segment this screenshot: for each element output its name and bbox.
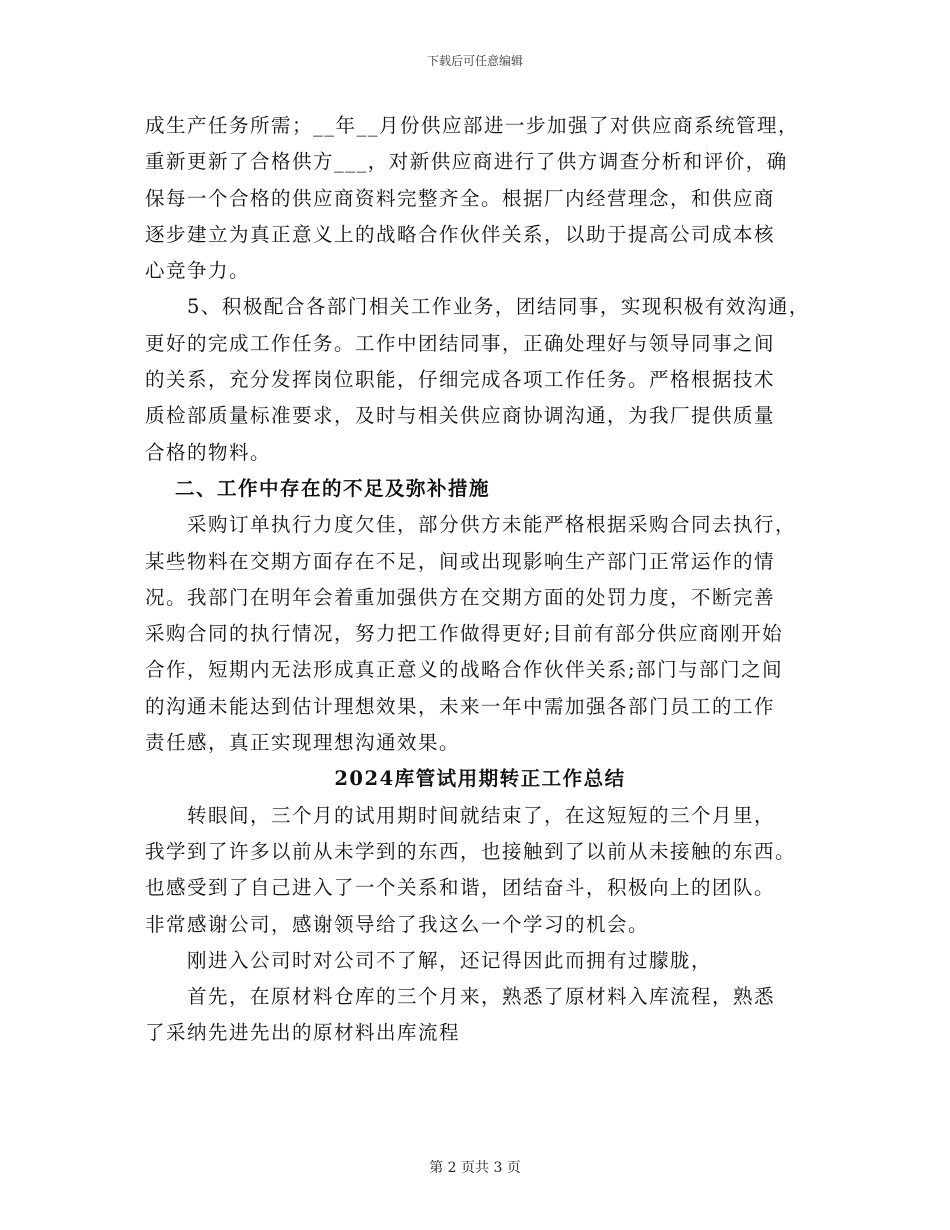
body-line: 5、积极配合各部门相关工作业务，团结同事，实现积极有效沟通， <box>187 295 810 319</box>
body-line: 重新更新了合格供方___，对新供应商进行了供方调查分析和评价，确 <box>145 150 788 174</box>
body-line: 非常感谢公司，感谢领导给了我这么一个学习的机会。 <box>145 912 650 936</box>
body-line: 成生产任务所需；__年__月份供应部进一步加强了对供应商系统管理， <box>145 114 800 137</box>
body-line: 逐步建立为真正意义上的战略合作伙伴关系，以助于提高公司成本核 <box>145 222 776 246</box>
body-line: 首先，在原材料仓库的三个月来，熟悉了原材料入库流程，熟悉 <box>187 985 776 1009</box>
body-line: 刚进入公司时对公司不了解，还记得因此而拥有过朦胧， <box>187 948 713 972</box>
body-line: 责任感，真正实现理想沟通效果。 <box>145 731 461 755</box>
body-line: 合作，短期内无法形成真正意义的战略合作伙伴关系;部门与部门之间 <box>145 658 784 682</box>
body-line: 况。我部门在明年会着重加强供方在交期方面的处罚力度，不断完善 <box>145 585 776 609</box>
body-line: 保每一个合格的供应商资料完整齐全。根据厂内经营理念，和供应商 <box>145 186 776 210</box>
page-footer: 第 2 页共 3 页 <box>429 1160 521 1176</box>
document-title: 2024库管试用期转正工作总结 <box>334 767 626 791</box>
section-heading: 二、工作中存在的不足及弥补措施 <box>175 476 491 500</box>
page-header: 下载后可任意编辑 <box>426 54 523 68</box>
body-line: 的沟通未能达到估计理想效果，未来一年中需加强各部门员工的工作 <box>145 694 776 718</box>
body-line: 我学到了许多以前从未学到的东西，也接触到了以前从未接触的东西。 <box>145 839 797 863</box>
body-line: 采购订单执行力度欠佳，部分供方未能严格根据采购合同去执行， <box>187 513 797 537</box>
body-line: 合格的物料。 <box>145 440 272 464</box>
body-line: 转眼间，三个月的试用期时间就结束了，在这短短的三个月里， <box>187 803 776 827</box>
body-line: 心竞争力。 <box>145 259 251 283</box>
body-line: 质检部质量标准要求，及时与相关供应商协调沟通，为我厂提供质量 <box>145 404 776 428</box>
body-line: 某些物料在交期方面存在不足，间或出现影响生产部门正常运作的情 <box>145 549 776 573</box>
body-line: 了采纳先进先出的原材料出库流程 <box>145 1021 461 1045</box>
body-line: 也感受到了自己进入了一个关系和谐，团结奋斗，积极向上的团队。 <box>145 876 776 900</box>
body-line: 采购合同的执行情况，努力把工作做得更好;目前有部分供应商刚开始 <box>145 622 784 646</box>
body-line: 的关系，充分发挥岗位职能，仔细完成各项工作任务。严格根据技术 <box>145 368 776 392</box>
document-body <box>145 108 835 1052</box>
body-line: 更好的完成工作任务。工作中团结同事，正确处理好与领导同事之间 <box>145 331 776 355</box>
